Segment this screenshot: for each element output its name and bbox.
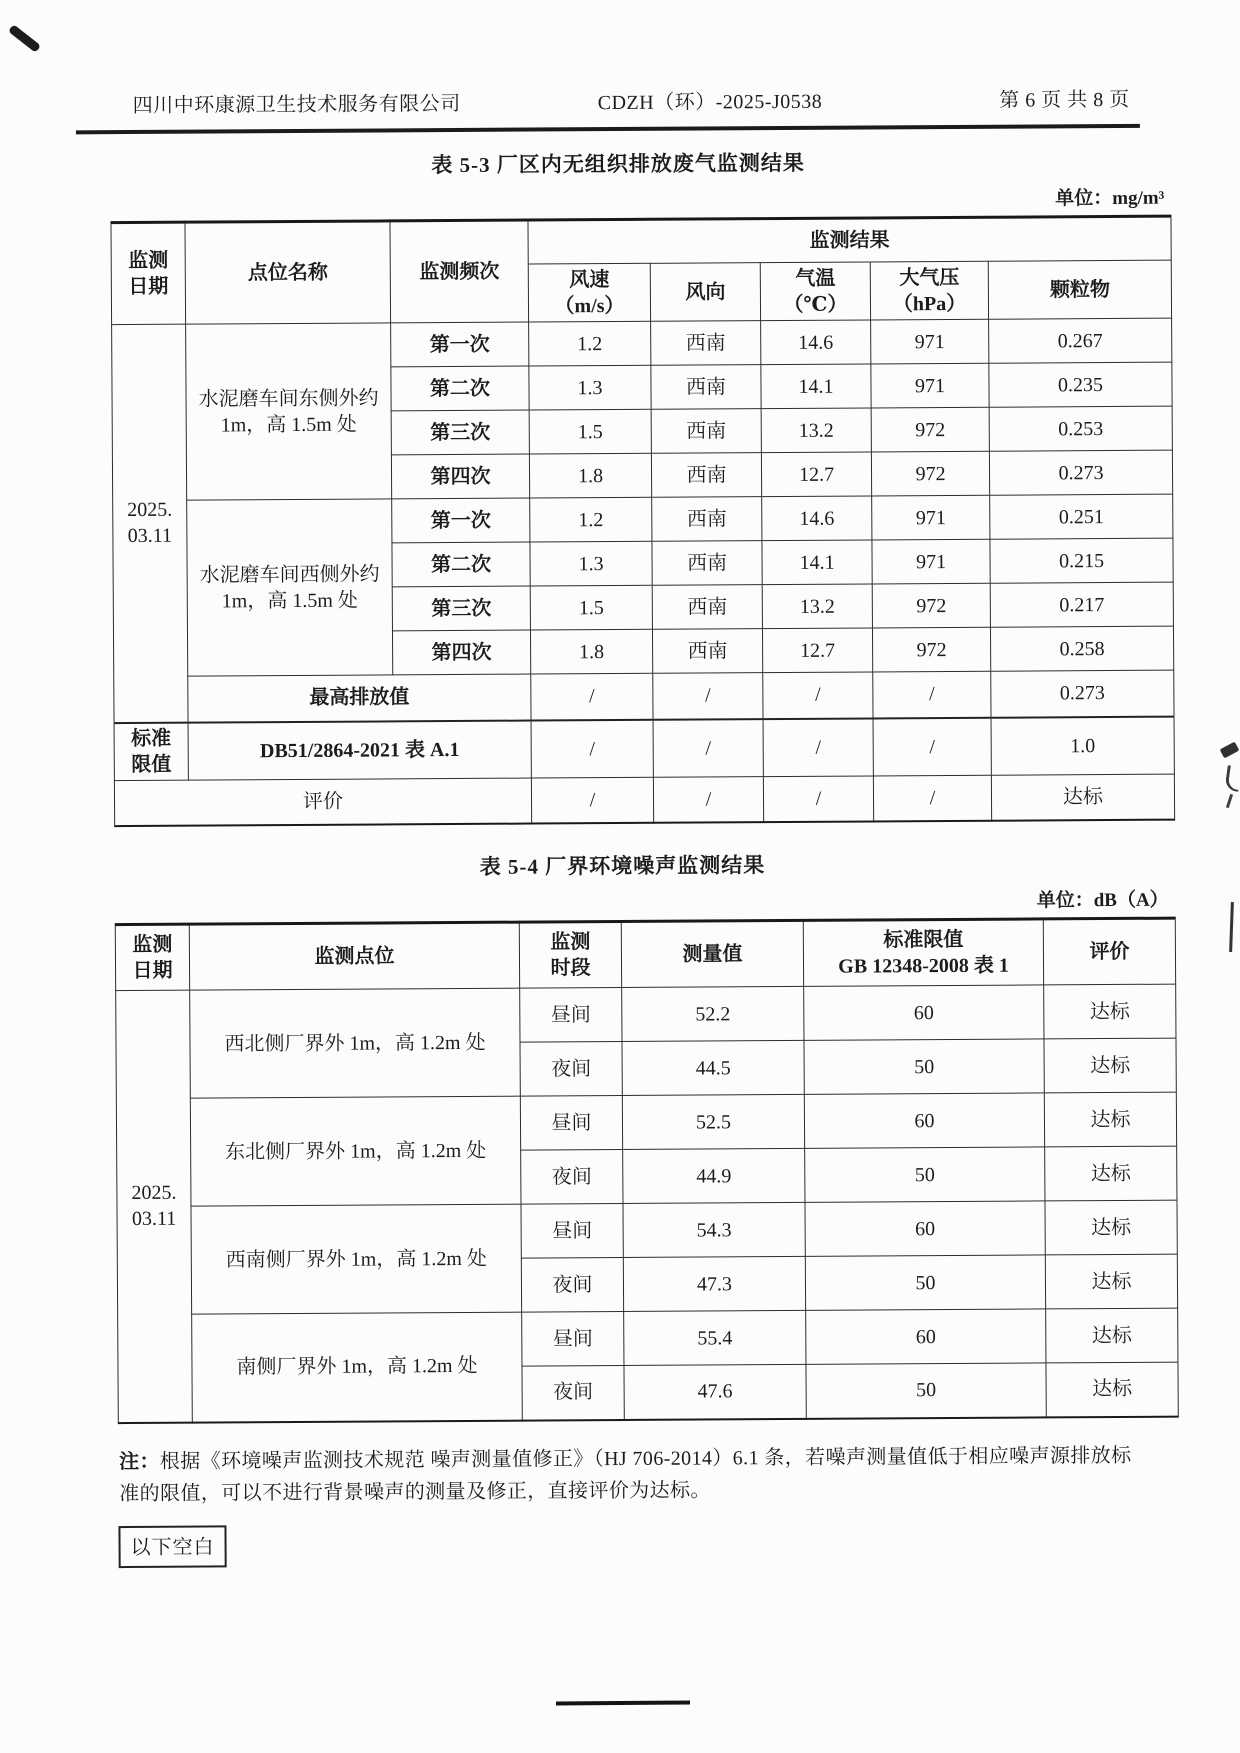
cell-air-pressure: 971 — [871, 363, 989, 408]
cell-period: 夜间 — [522, 1365, 624, 1420]
cell-air-pressure: 972 — [872, 583, 990, 628]
cell-wind-direction: 西南 — [651, 409, 761, 454]
col-header-measured-value: 测量值 — [621, 920, 803, 987]
company-name: 四川中环康源卫生技术服务有限公司 — [132, 92, 461, 117]
cell-period: 夜间 — [520, 1041, 622, 1096]
col-header-date: 监测 日期 — [111, 222, 186, 324]
cell-wind-direction: 西南 — [651, 365, 761, 410]
table-5-4-unit-label: 单位：dB（A） — [1036, 889, 1169, 912]
cell-eval: 达标 — [1045, 1200, 1177, 1255]
table-row — [113, 494, 1173, 544]
cell-particulate: 0.253 — [989, 406, 1172, 451]
cell-limit: 50 — [804, 1039, 1044, 1094]
cell-wind-speed: 1.2 — [530, 497, 652, 542]
cell-wind-speed: 1.2 — [529, 321, 651, 366]
table-row — [111, 216, 1171, 266]
cell-frequency: 第一次 — [391, 322, 529, 367]
cell-monitor-date: 2025. 03.11 — [116, 990, 193, 1422]
table-row — [115, 918, 1175, 990]
cell-slash: / — [531, 719, 653, 777]
table-row — [114, 716, 1174, 780]
cell-slash: / — [873, 717, 991, 775]
cell-air-temp: 14.1 — [762, 540, 872, 585]
cell-particulate: 0.217 — [990, 582, 1173, 627]
max-emission-label: 最高排放值 — [188, 674, 531, 722]
col-header-eval: 评价 — [1043, 918, 1175, 985]
col-header-air-pressure: 大气压 （hPa） — [870, 261, 988, 320]
cell-wind-speed: 1.3 — [530, 541, 652, 586]
col-header-limit: 标准限值 GB 12348-2008 表 1 — [803, 919, 1043, 986]
table-5-3 — [110, 215, 1175, 827]
cell-particulate: 0.258 — [990, 626, 1173, 671]
limit-value: 1.0 — [991, 716, 1174, 775]
document-header — [133, 83, 1130, 118]
cell-slash: / — [763, 775, 873, 822]
cell-measured-value: 47.3 — [623, 1256, 805, 1311]
cell-slash: / — [873, 671, 991, 718]
cell-slash: / — [653, 776, 763, 823]
cell-wind-speed: 1.5 — [529, 409, 651, 454]
cell-wind-speed: 1.5 — [530, 585, 652, 630]
cell-point-name: 水泥磨车间西侧外约 1m，高 1.5m 处 — [187, 499, 393, 676]
cell-frequency: 第三次 — [391, 410, 529, 455]
cell-air-pressure: 971 — [871, 319, 989, 364]
col-header-point: 点位名称 — [185, 221, 391, 324]
cell-wind-speed: 1.8 — [530, 629, 652, 674]
cell-air-pressure: 971 — [872, 539, 990, 584]
cell-monitor-point: 南侧厂界外 1m，高 1.2m 处 — [192, 1312, 523, 1422]
cell-monitor-point: 西北侧厂界外 1m，高 1.2m 处 — [190, 988, 521, 1098]
note-text: 根据《环境噪声监测技术规范 噪声测量值修正》（HJ 706-2014）6.1 条，若噪声测量值低于相应噪声源排放标准的限值，可以不进行背景噪声的测量及修正，直接评价为达标。 — [119, 1444, 1132, 1505]
cell-air-temp: 14.6 — [762, 496, 872, 541]
cell-measured-value: 44.9 — [623, 1148, 805, 1203]
table-5-3-unit-label: 单位：mg/m³ — [1055, 187, 1165, 210]
cell-air-pressure: 972 — [871, 451, 989, 496]
cell-frequency: 第一次 — [392, 498, 530, 543]
cell-wind-direction: 西南 — [652, 585, 762, 630]
cell-period: 昼间 — [521, 1203, 623, 1258]
cell-measured-value: 52.5 — [622, 1094, 804, 1149]
cell-period: 昼间 — [520, 1095, 622, 1150]
cell-frequency: 第三次 — [392, 586, 530, 631]
cell-monitor-date: 2025. 03.11 — [112, 324, 188, 722]
cell-wind-direction: 西南 — [652, 497, 762, 542]
cell-particulate: 0.235 — [989, 362, 1172, 407]
cell-slash: / — [653, 719, 763, 777]
cell-wind-direction: 西南 — [651, 453, 761, 498]
cell-measured-value: 52.2 — [622, 986, 804, 1041]
col-header-wind-speed: 风速 （m/s） — [528, 263, 650, 322]
table-row — [116, 1092, 1176, 1152]
cell-limit: 60 — [805, 1201, 1045, 1256]
table-row — [118, 1308, 1178, 1368]
cell-air-pressure: 972 — [872, 627, 990, 672]
cell-wind-speed: 1.8 — [529, 453, 651, 498]
cell-eval: 达标 — [1045, 1254, 1177, 1309]
cell-limit: 50 — [805, 1147, 1045, 1202]
cell-period: 昼间 — [520, 987, 622, 1042]
cell-frequency: 第二次 — [391, 366, 529, 411]
cell-air-temp: 12.7 — [762, 628, 872, 673]
header-rule — [76, 124, 1140, 134]
cell-limit: 60 — [804, 985, 1044, 1040]
cell-frequency: 第四次 — [391, 454, 529, 499]
limit-standard: DB51/2864-2021 表 A.1 — [188, 720, 531, 780]
limit-row-label: 标准 限值 — [114, 722, 188, 780]
page-indicator: 第 6 页 共 8 页 — [999, 88, 1130, 112]
cell-measured-value: 55.4 — [624, 1310, 806, 1365]
cell-limit: 50 — [806, 1363, 1046, 1418]
report-number: CDZH（环）-2025-J0538 — [597, 90, 823, 115]
col-header-particulate: 颗粒物 — [988, 260, 1171, 319]
cell-air-temp: 12.7 — [761, 452, 871, 497]
cell-particulate: 0.215 — [990, 538, 1173, 583]
cell-eval: 达标 — [1044, 984, 1176, 1039]
table-5-4-title: 表 5-4 厂界环境噪声监测结果 — [479, 853, 766, 879]
cell-eval: 达标 — [1045, 1146, 1177, 1201]
col-header-point: 监测点位 — [189, 922, 519, 990]
cell-air-temp: 13.2 — [762, 584, 872, 629]
col-header-air-temp: 气温 （℃） — [760, 262, 870, 321]
table-row — [117, 1200, 1177, 1260]
note-paragraph — [119, 1439, 1146, 1510]
cell-measured-value: 47.6 — [624, 1364, 806, 1419]
cell-wind-speed: 1.3 — [529, 365, 651, 410]
cell-air-temp: 14.6 — [761, 320, 871, 365]
cell-eval: 达标 — [1046, 1308, 1178, 1363]
cell-slash: / — [531, 673, 653, 720]
cell-wind-direction: 西南 — [651, 321, 761, 366]
col-header-wind-direction: 风向 — [650, 263, 760, 322]
cell-period: 夜间 — [521, 1149, 623, 1204]
table-5-3-title: 表 5-3 厂区内无组织排放废气监测结果 — [431, 150, 805, 178]
col-header-date: 监测 日期 — [115, 924, 189, 990]
cell-particulate: 0.251 — [990, 494, 1173, 539]
table-row — [116, 984, 1176, 1044]
eval-row-label: 评价 — [114, 778, 531, 827]
cell-monitor-point: 西南侧厂界外 1m，高 1.2m 处 — [191, 1204, 522, 1314]
cell-limit: 60 — [804, 1093, 1044, 1148]
scan-artifact-bottom-line — [556, 1701, 690, 1706]
cell-frequency: 第四次 — [392, 630, 530, 675]
table-row — [114, 670, 1174, 722]
cell-slash: / — [653, 673, 763, 720]
cell-measured-value: 54.3 — [623, 1202, 805, 1257]
cell-period: 昼间 — [522, 1311, 624, 1366]
cell-monitor-point: 东北侧厂界外 1m，高 1.2m 处 — [190, 1096, 521, 1206]
table-row — [112, 318, 1172, 368]
col-header-result: 监测结果 — [528, 216, 1171, 264]
cell-limit: 50 — [805, 1255, 1045, 1310]
max-emission-value: 0.273 — [991, 670, 1174, 717]
cell-air-pressure: 971 — [872, 495, 990, 540]
cell-slash: / — [873, 775, 991, 822]
col-header-frequency: 监测频次 — [390, 220, 529, 323]
cell-measured-value: 44.5 — [622, 1040, 804, 1095]
cell-wind-direction: 西南 — [652, 541, 762, 586]
cell-frequency: 第二次 — [392, 542, 530, 587]
cell-eval: 达标 — [1044, 1092, 1176, 1147]
cell-air-pressure: 972 — [871, 407, 989, 452]
cell-particulate: 0.273 — [989, 450, 1172, 495]
cell-particulate: 0.267 — [989, 318, 1172, 363]
cell-slash: / — [531, 777, 653, 824]
cell-air-temp: 13.2 — [761, 408, 871, 453]
cell-period: 夜间 — [521, 1257, 623, 1312]
cell-limit: 60 — [806, 1309, 1046, 1364]
blank-placeholder: 以下空白 — [118, 1526, 226, 1569]
cell-wind-direction: 西南 — [652, 629, 762, 674]
cell-air-temp: 14.1 — [761, 364, 871, 409]
table-row — [114, 774, 1174, 826]
cell-point-name: 水泥磨车间东侧外约 1m，高 1.5m 处 — [186, 323, 392, 500]
eval-result: 达标 — [991, 774, 1174, 821]
cell-slash: / — [763, 672, 873, 719]
col-header-period: 监测 时段 — [519, 922, 621, 989]
note-label: 注： — [118, 1450, 160, 1473]
table-5-4 — [115, 917, 1179, 1424]
cell-slash: / — [763, 718, 873, 776]
cell-eval: 达标 — [1044, 1038, 1176, 1093]
cell-eval: 达标 — [1046, 1362, 1178, 1417]
